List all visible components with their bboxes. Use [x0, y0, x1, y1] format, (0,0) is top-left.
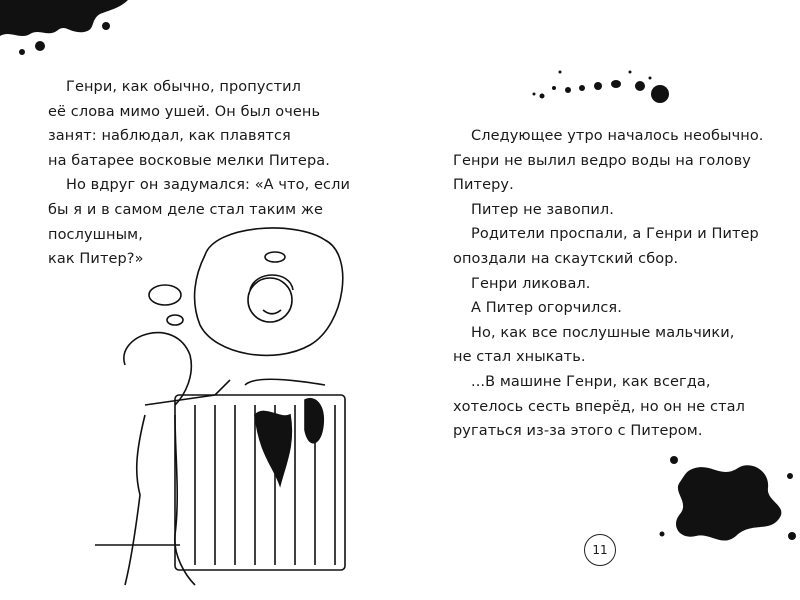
text-line: хотелось сесть вперёд, но он не стал: [453, 398, 745, 415]
left-page-text: [48, 75, 350, 272]
text-line: Родители проспали, а Генри и Питер: [471, 226, 759, 243]
text-line: бы я и в самом деле стал таким же: [48, 201, 324, 218]
ink-blot-bottom-right: [650, 440, 800, 550]
page-number: 11: [584, 534, 616, 566]
text-line: на батарее восковые мелки Питера.: [48, 152, 330, 169]
illustration-henry-at-radiator: [95, 215, 435, 595]
text-line: занят: наблюдал, как плавятся: [48, 128, 291, 145]
text-line: опоздали на скаутский сбор.: [453, 250, 679, 267]
text-line: как Питер?»: [48, 251, 144, 268]
text-line: Но, как все послушные мальчики,: [471, 324, 735, 341]
text-line: послушным,: [48, 226, 143, 243]
text-line: ругаться из-за этого с Питером.: [453, 423, 703, 440]
text-line: ...В машине Генри, как всегда,: [471, 373, 711, 390]
ink-blot-top-left: [0, 0, 140, 70]
text-line: её слова мимо ушей. Он был очень: [48, 103, 321, 120]
text-line: Следующее утро началось необычно.: [471, 128, 764, 144]
text-line: Генри не вылил ведро воды на голову: [453, 152, 751, 169]
text-line: Но вдруг он задумался: «А что, если: [66, 177, 350, 194]
text-line: Генри ликовал.: [471, 275, 591, 292]
right-page-text: [453, 124, 764, 444]
text-line: Питеру.: [453, 177, 514, 194]
text-line: А Питер огорчился.: [471, 300, 622, 317]
text-line: не стал хныкать.: [453, 349, 586, 366]
text-line: Питер не завопил.: [471, 201, 615, 218]
text-line: Генри, как обычно, пропустил: [66, 79, 302, 95]
ink-dots-top-right: [520, 60, 680, 110]
